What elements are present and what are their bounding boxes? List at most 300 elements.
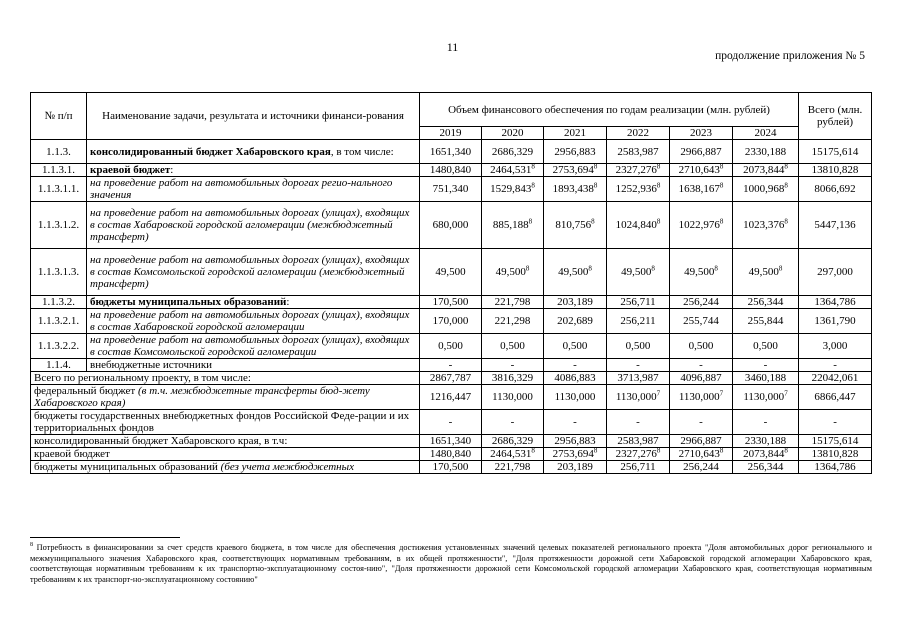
footnote-ref: 8 [593,181,598,190]
row-name: на проведение работ на автомобильных дорогах (улицах), входящих в состав Хабаровской городской агломерации (межбюджетный трансферт) [90,207,410,243]
value: 1024,840 [615,219,657,231]
footnote-ref: 7 [719,389,724,398]
summary-name: бюджеты муниципальных образований [34,461,221,473]
value-cell [799,334,872,359]
value: 4096,887 [680,372,722,384]
value: - [573,359,577,371]
value: 22042,061 [811,372,859,384]
value-cell [544,164,607,177]
row-number: 1.1.3.1. [31,164,87,177]
row-number: 1.1.3.2. [31,296,87,309]
row-name-cell [87,359,420,372]
table-row [31,359,872,372]
value: - [573,416,577,428]
footnote-ref: 8 [531,163,535,171]
value: 1529,843 [490,183,532,195]
value: 2686,329 [491,145,534,158]
value: 3816,329 [491,372,534,384]
value-cell [799,359,872,372]
value-cell [670,202,733,249]
value-cell [670,359,733,372]
footnote-ref: 8 [525,264,530,273]
value: 2464,531 [490,448,532,460]
summary-row [31,410,872,435]
value: 2073,844 [743,164,785,176]
value-cell [420,249,482,296]
value-cell [482,177,544,202]
value: 1364,786 [814,461,856,473]
value-cell [607,372,670,385]
row-number: 1.1.3. [31,140,87,164]
value: 680,000 [432,219,469,231]
value-cell [733,410,799,435]
value: 2966,887 [680,435,722,447]
value-cell [733,140,799,164]
value-cell [607,435,670,448]
value: 3713,987 [617,372,659,384]
value: 810,756 [555,219,592,231]
continuation-label: продолжение приложения № 5 [715,50,865,62]
value: 6866,447 [814,391,856,403]
header-total: Всего (млн. рублей) [799,93,872,140]
value-cell [482,334,544,359]
summary-row [31,461,872,474]
value-cell [670,461,733,474]
value-cell [482,296,544,309]
value: 49,500 [435,266,466,278]
value: 0,500 [562,340,588,352]
value-cell [607,410,670,435]
value-cell [544,448,607,461]
value-cell [544,435,607,448]
value: 15175,614 [811,145,859,158]
value-cell [482,448,544,461]
value-cell [482,372,544,385]
summary-name-cell [31,385,420,410]
value-cell [482,410,544,435]
value-cell [544,140,607,164]
summary-row [31,448,872,461]
footnote-ref: 8 [656,181,661,190]
value-cell [544,249,607,296]
footnote-ref: 8 [651,264,655,273]
summary-row [31,385,872,410]
row-name-cell [87,177,420,202]
footnote-ref: 7 [656,389,661,398]
value: 255,844 [747,315,784,327]
value: 1638,167 [678,183,720,195]
value: 1893,438 [552,183,594,195]
value: 1130,000 [615,391,657,403]
value-cell [420,202,482,249]
header-name: Наименование задачи, результата и источники финанси-рования [87,93,420,140]
financing-table [30,92,872,474]
row-name-cell [87,140,420,164]
value-cell [799,410,872,435]
value-cell [607,296,670,309]
footnote-ref: 8 [588,264,592,273]
row-name-cell [87,164,420,177]
value: 221,798 [494,461,531,473]
value-cell [670,410,733,435]
summary-name: бюджеты государственных внебюджетных фондов Российской Феде-рации и их территориальных фондов [34,410,410,434]
value: 0,500 [500,340,525,352]
summary-row [31,435,872,448]
header-volume: Объем финансового обеспечения по годам реализации (млн. рублей) [420,93,799,127]
value-cell [420,372,482,385]
row-number: 1.1.3.2.1. [31,309,87,334]
value: 1023,376 [743,219,785,231]
value: 221,298 [494,315,531,327]
value: 2686,329 [491,435,534,447]
value: 256,244 [683,296,719,308]
footnote-ref: 8 [784,447,788,455]
summary-name-cell [31,461,420,474]
value-cell [544,385,607,410]
value-cell [670,164,733,177]
footnote-ref: 8 [656,217,661,226]
value: - [763,416,768,428]
row-name-cell [87,309,420,334]
value-cell [733,435,799,448]
row-name: краевой бюджет [90,164,171,176]
footnote-marker: 8 [30,542,33,549]
value: 0,500 [625,340,651,352]
value-cell [670,372,733,385]
value: 255,744 [683,315,719,327]
footnote-ref: 8 [531,181,535,190]
value: 2956,883 [554,435,596,447]
table-row [31,334,872,359]
header-year: 2021 [544,127,607,140]
header-year: 2023 [670,127,733,140]
value: 202,689 [557,315,593,327]
row-name: бюджеты муниципальных образований [90,296,287,308]
value: 1361,790 [814,315,856,327]
value-cell [482,140,544,164]
value: 49,500 [495,266,526,278]
value: 2753,694 [552,164,594,176]
value: 170,000 [432,315,469,327]
footnote-ref: 8 [719,217,724,226]
value: 15175,614 [811,435,859,447]
value: 751,340 [432,183,469,195]
value-cell [607,177,670,202]
summary-name-cell [31,372,420,385]
value: 1480,840 [429,164,472,176]
row-name-suffix: : [170,164,174,176]
value: 4086,883 [554,372,596,384]
value: 2966,887 [680,145,722,158]
value-cell [544,334,607,359]
value: 1000,968 [743,183,785,195]
value-cell [733,461,799,474]
value: 1364,786 [814,296,856,308]
value: 1651,340 [429,435,472,447]
footnote-ref: 8 [656,163,661,171]
value-cell [799,140,872,164]
value: 256,711 [620,461,656,473]
value-cell [420,461,482,474]
row-name: на проведение работ на автомобильных дорогах (улицах), входящих в состав Комсомольской городской агломерации [90,334,410,358]
value: 2753,694 [552,448,594,460]
header-year: 2020 [482,127,544,140]
value-cell [733,309,799,334]
value: 1130,000 [743,391,785,403]
value: 2710,643 [678,164,720,176]
value: 2956,883 [554,145,596,158]
header-year: 2019 [420,127,482,140]
value-cell [799,164,872,177]
header-year: 2024 [733,127,799,140]
value: 1022,976 [678,219,720,231]
value: 13810,828 [811,448,859,460]
table-row [31,202,872,249]
value: 256,344 [747,461,784,473]
row-name-cell [87,334,420,359]
value-cell [544,202,607,249]
value: 0,500 [753,340,778,352]
value: 2867,787 [429,372,472,384]
value: - [636,359,640,371]
value-cell [482,359,544,372]
value: 3460,188 [744,372,787,384]
value-cell [670,309,733,334]
footnote-ref: 8 [778,264,783,273]
value: 49,500 [684,266,715,278]
table-row [31,164,872,177]
summary-name-cell [31,410,420,435]
row-number: 1.1.3.2.2. [31,334,87,359]
value-cell [670,296,733,309]
summary-name-italic: (без учета межбюджетных [220,461,354,473]
footnote [30,543,872,585]
table-row [31,296,872,309]
value: 2583,987 [617,145,659,158]
row-name: на проведение работ на автомобильных дорогах регио-нального значения [90,177,393,201]
value-cell [799,177,872,202]
value-cell [607,140,670,164]
value-cell [670,249,733,296]
footnote-separator [30,537,180,538]
row-name-cell [87,296,420,309]
value: 3,000 [822,340,848,352]
value-cell [733,202,799,249]
value: 2073,844 [743,448,785,460]
value: 0,500 [688,340,714,352]
value: 1130,000 [492,391,533,403]
value: 5447,136 [814,219,856,231]
page-number: 11 [446,40,459,54]
summary-row [31,372,872,385]
value: 203,189 [557,296,593,308]
value-cell [733,177,799,202]
value-cell [733,334,799,359]
value-cell [607,249,670,296]
value: - [699,416,703,428]
row-name-suffix: : [286,296,290,308]
value: 13810,828 [811,164,859,176]
value: 170,500 [432,296,469,308]
value: 2330,188 [744,145,787,158]
value-cell [607,448,670,461]
value-cell [607,334,670,359]
value-cell [607,309,670,334]
footnote-ref: 8 [593,163,598,171]
value: 203,189 [557,461,593,473]
table-row [31,177,872,202]
value: 1216,447 [429,391,472,403]
value: 2327,276 [615,448,657,460]
value: - [763,359,768,371]
value-cell [799,296,872,309]
value: - [636,416,640,428]
value-cell [607,359,670,372]
value-cell [420,296,482,309]
value-cell [482,385,544,410]
value-cell [733,249,799,296]
value-cell [670,334,733,359]
value-cell [420,309,482,334]
value: 256,344 [747,296,784,308]
value-cell [733,359,799,372]
value-cell [420,334,482,359]
value-cell [482,435,544,448]
value-cell [420,140,482,164]
value-cell [799,435,872,448]
value-cell [733,448,799,461]
value-cell [607,164,670,177]
footnote-ref: 7 [784,389,788,398]
footnote-ref: 8 [593,447,598,455]
value-cell [733,296,799,309]
row-number: 1.1.3.1.3. [31,249,87,296]
value-cell [544,372,607,385]
footnote-ref: 8 [714,264,718,273]
value: 49,500 [748,266,779,278]
table-row [31,140,872,164]
value-cell [799,309,872,334]
value-cell [420,177,482,202]
row-name-cell [87,249,420,296]
row-name-suffix: , в том числе: [330,145,394,158]
summary-name: федеральный бюджет [34,385,138,397]
value-cell [670,140,733,164]
value-cell [799,372,872,385]
summary-name-italic: (в т.ч. межбюджетные трансферты бюд-жету Хабаровского края) [34,385,370,409]
value: 1130,000 [678,391,720,403]
value-cell [670,435,733,448]
value-cell [482,202,544,249]
value: 256,244 [683,461,719,473]
value-cell [733,164,799,177]
footnote-ref: 8 [531,447,535,455]
summary-name-cell [31,448,420,461]
value: 8066,692 [814,183,856,195]
value-cell [799,202,872,249]
value: 1651,340 [429,145,472,158]
value: 221,798 [494,296,531,308]
value-cell [799,461,872,474]
summary-name-cell [31,435,420,448]
value: 49,500 [621,266,652,278]
value-cell [420,410,482,435]
value-cell [670,448,733,461]
value: 2464,531 [490,164,532,176]
value: 2710,643 [678,448,720,460]
value: 885,188 [492,219,529,231]
value-cell [482,249,544,296]
value: 1130,000 [554,391,596,403]
summary-name: краевой бюджет [34,448,110,460]
footnote-ref: 8 [591,217,595,226]
value: - [448,416,453,428]
footnote-ref: 8 [784,217,788,226]
value-cell [544,410,607,435]
row-name: на проведение работ на автомобильных дорогах (улицах), входящих в состав Комсомольской городской агломерации (межбюджетный трансферт) [90,254,410,290]
header-year: 2022 [607,127,670,140]
value-cell [544,359,607,372]
row-name: внебюджетные источники [90,359,213,371]
value-cell [420,359,482,372]
value: 1252,936 [615,183,657,195]
header-num: № п/п [31,93,87,140]
value: 0,500 [438,340,463,352]
value: - [448,359,453,371]
value: 2583,987 [617,435,659,447]
value-cell [544,296,607,309]
value: - [833,416,837,428]
value-cell [607,461,670,474]
value-cell [607,385,670,410]
value-cell [799,385,872,410]
value-cell [482,461,544,474]
value-cell [420,385,482,410]
value: 256,711 [620,296,656,308]
value-cell [733,385,799,410]
summary-name: Всего по региональному проекту, в том числе: [34,372,251,384]
value: 297,000 [817,266,853,278]
value-cell [670,385,733,410]
footnote-ref: 8 [719,163,724,171]
row-name-cell [87,202,420,249]
value: - [833,359,837,371]
value-cell [733,372,799,385]
value-cell [544,309,607,334]
row-name: на проведение работ на автомобильных дорогах (улицах), входящих в состав Хабаровской городской агломерации [90,309,410,333]
footnote-ref: 8 [656,447,661,455]
footnote-ref: 8 [784,163,788,171]
footnote-ref: 8 [719,181,724,190]
value: 1480,840 [429,448,472,460]
summary-name: консолидированный бюджет Хабаровского края, в т.ч: [34,435,288,447]
row-number: 1.1.3.1.1. [31,177,87,202]
table-row [31,309,872,334]
value-cell [482,309,544,334]
value: - [699,359,703,371]
row-name: консолидированный бюджет Хабаровского края [90,145,331,158]
value: 2327,276 [615,164,657,176]
footnote-ref: 8 [719,447,724,455]
value: 256,211 [620,315,656,327]
value-cell [799,448,872,461]
value-cell [670,177,733,202]
value: 49,500 [558,266,589,278]
value-cell [482,164,544,177]
value: 2330,188 [744,435,787,447]
table-row [31,249,872,296]
value: - [510,359,515,371]
